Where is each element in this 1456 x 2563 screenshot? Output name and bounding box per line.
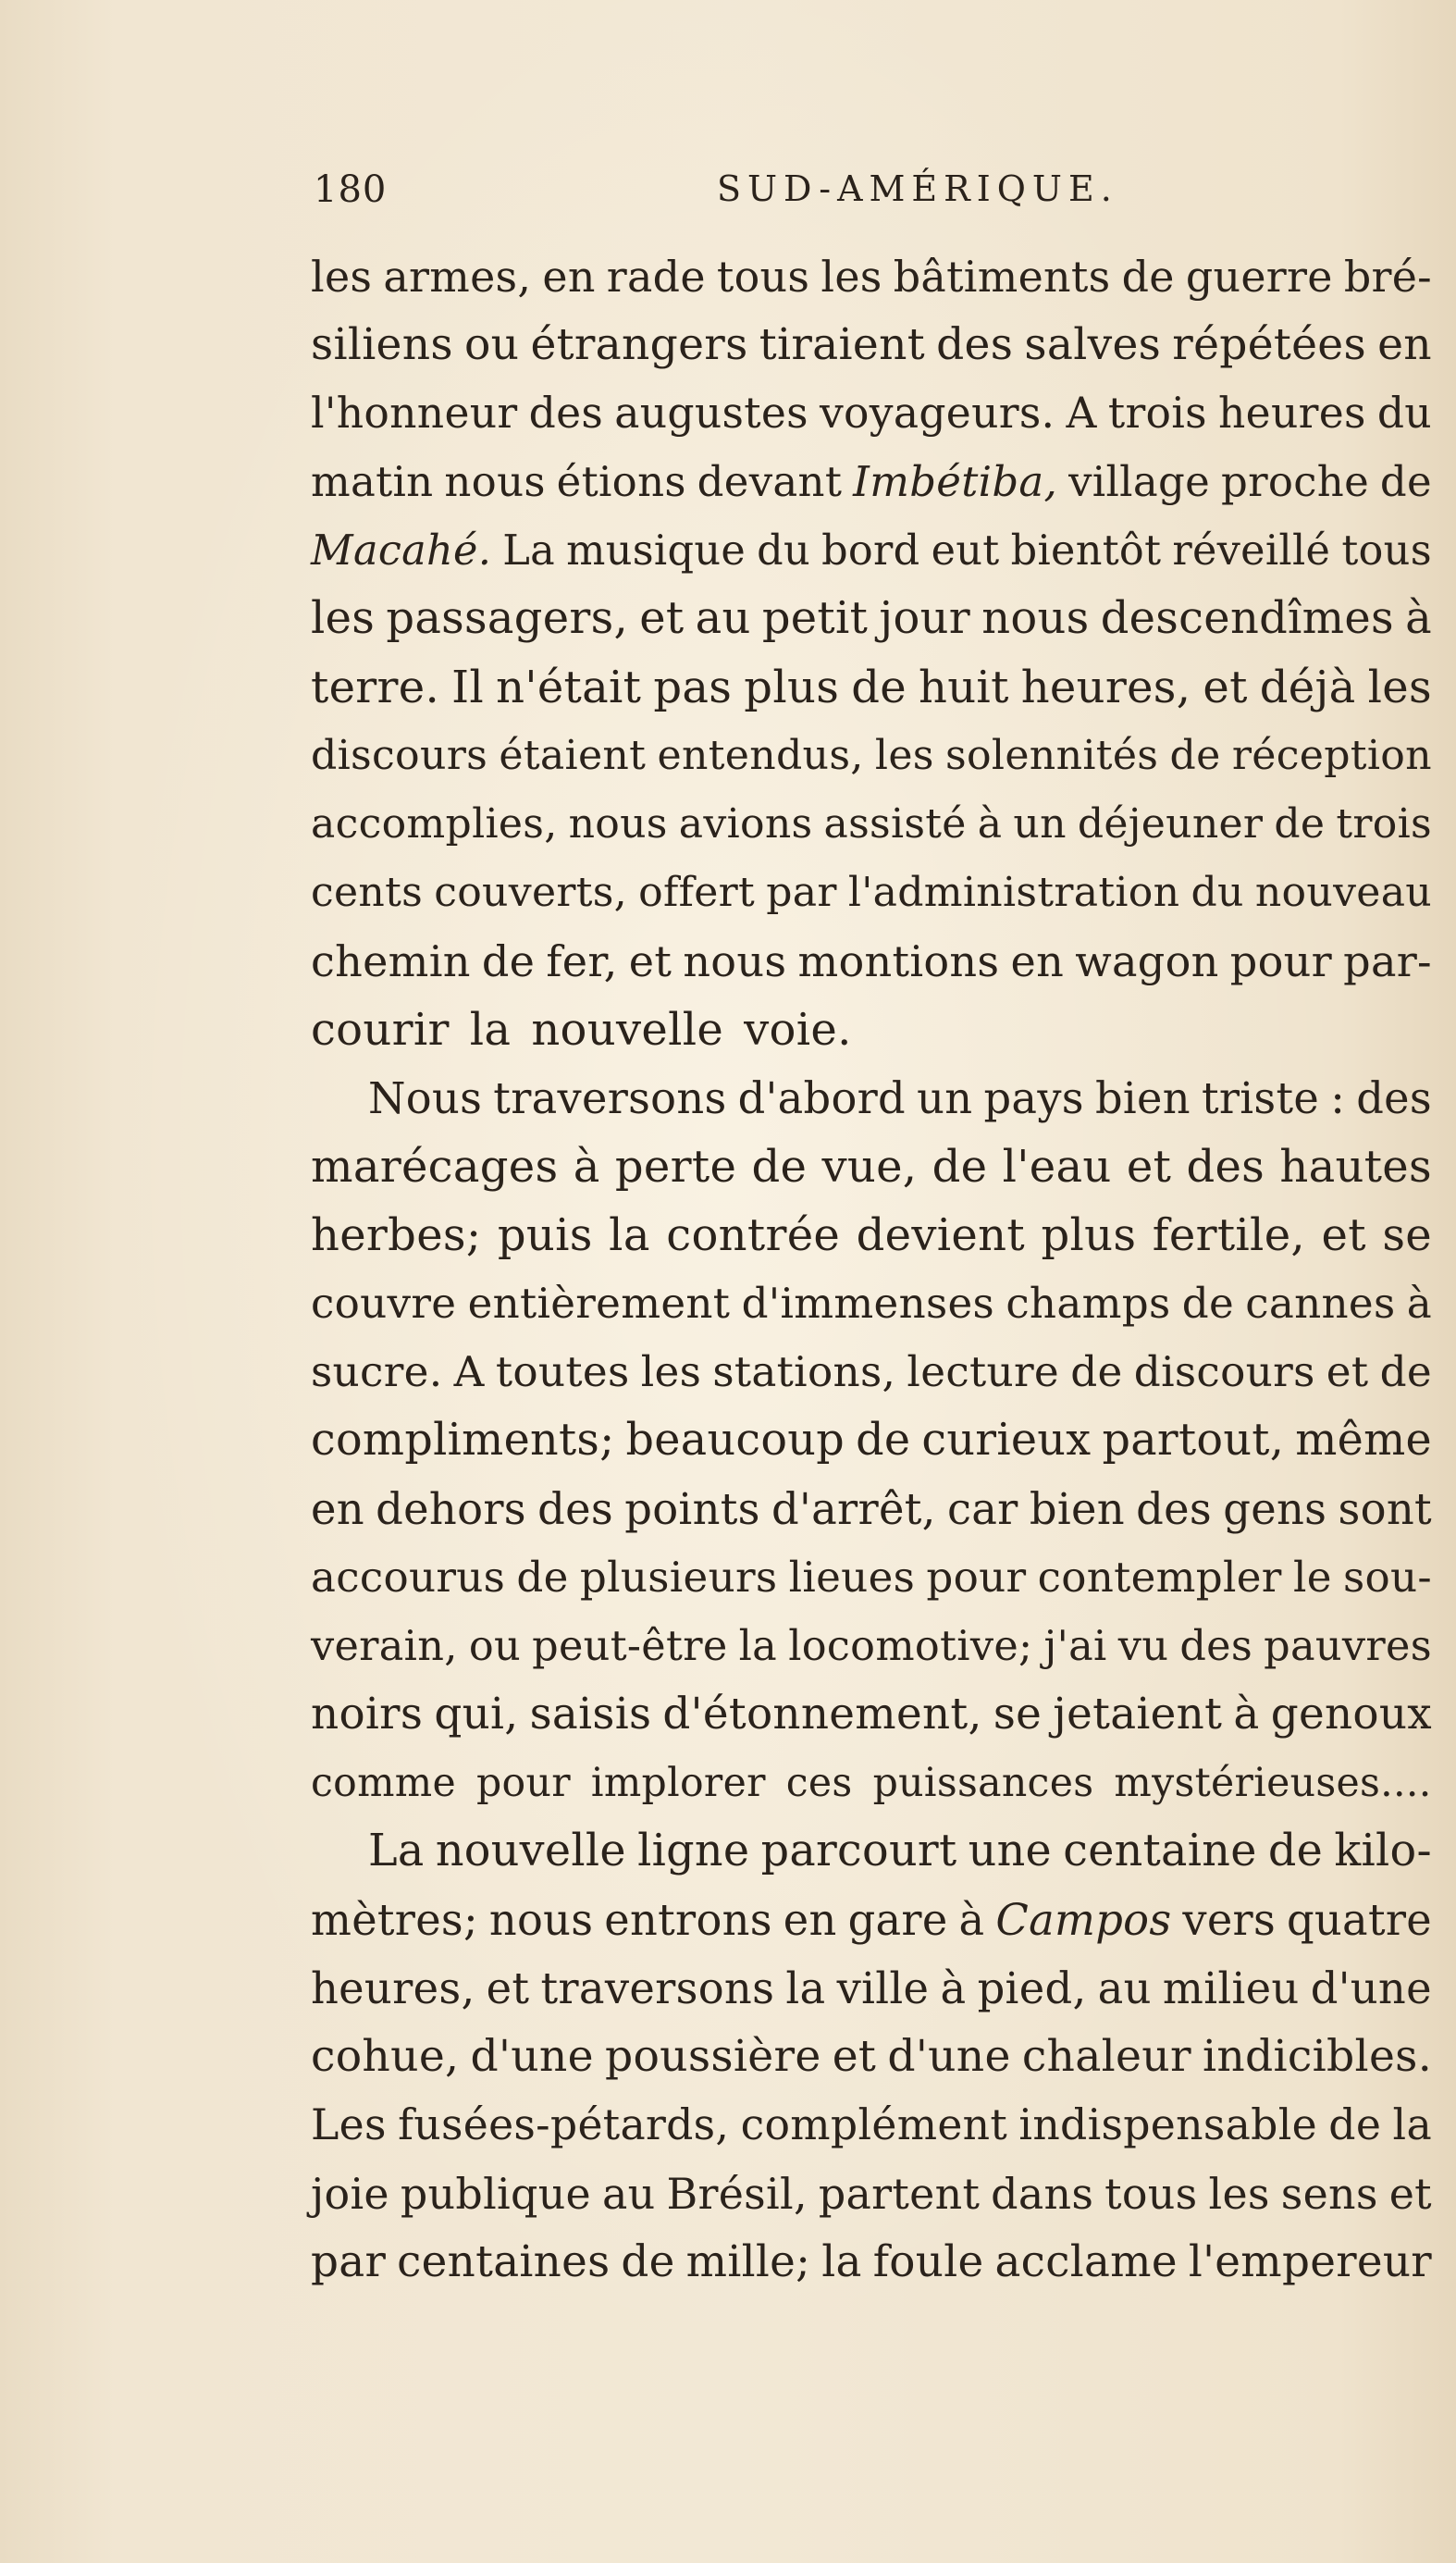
word: nous: [683, 936, 787, 986]
word: tiraient: [759, 319, 925, 370]
word: couverts,: [434, 869, 627, 916]
text-line: [311, 653, 1432, 722]
word: La: [502, 526, 556, 575]
word: tous: [1104, 2169, 1198, 2219]
word: herbes;: [311, 1209, 482, 1261]
word: discours: [311, 732, 488, 779]
word: du: [1191, 869, 1244, 916]
word: plus: [744, 662, 840, 713]
word: de: [1328, 2100, 1382, 2149]
word: La: [368, 1826, 425, 1876]
word: tous: [716, 252, 810, 302]
word: beaucoup: [625, 1415, 845, 1466]
word: comme: [311, 1760, 456, 1806]
word: des: [1179, 1622, 1253, 1670]
word: gare: [847, 1895, 948, 1945]
word: Nous: [368, 1073, 483, 1123]
word: d'une: [887, 2031, 1011, 2082]
word: publique: [400, 2169, 592, 2219]
word: stations,: [712, 1347, 896, 1396]
word: Il: [451, 662, 485, 713]
word: de: [1169, 732, 1221, 779]
word: sou-: [1342, 1553, 1432, 1602]
word: cohue,: [311, 2031, 460, 2082]
word: en: [783, 1895, 837, 1945]
word: entièrement: [467, 1279, 731, 1328]
word: nous: [444, 457, 546, 506]
word: chemin: [311, 936, 471, 986]
word: pays: [983, 1073, 1084, 1123]
word: les: [640, 1347, 702, 1396]
word: poussière: [604, 2031, 821, 2082]
page-number: 180: [314, 168, 388, 211]
word: heures,: [1020, 662, 1191, 713]
text-line: [311, 1749, 1432, 1817]
word: de: [1181, 1279, 1234, 1328]
word: eut: [931, 526, 1000, 575]
word: les: [821, 252, 882, 302]
word: avions: [678, 800, 813, 848]
word: implorer: [590, 1760, 766, 1806]
text-line: [311, 1338, 1432, 1406]
body-text: [311, 242, 1432, 2297]
word: au: [695, 593, 751, 644]
word: la: [785, 1963, 826, 2013]
word: triste: [1201, 1073, 1320, 1123]
word: huit: [918, 662, 1009, 713]
word: terre.: [311, 662, 440, 713]
word: et: [1388, 2169, 1432, 2219]
word: voie.: [744, 1004, 852, 1056]
word: à: [940, 1963, 967, 2013]
word: la: [821, 2237, 862, 2287]
word: de: [1274, 800, 1326, 848]
page-header: [314, 168, 1433, 224]
word: armes,: [383, 252, 532, 302]
text-line: [311, 585, 1432, 653]
word: trois: [1336, 800, 1432, 848]
word: de: [751, 1141, 808, 1193]
word: curieux: [921, 1415, 1092, 1466]
word: compliments;: [311, 1415, 615, 1466]
word: réveillé: [1172, 526, 1331, 575]
word: un: [917, 1073, 973, 1123]
text-line: [311, 1269, 1432, 1338]
word: l'administration: [847, 869, 1180, 916]
word: kilo-: [1334, 1826, 1432, 1876]
word: à: [977, 800, 1003, 848]
word: dans: [991, 2169, 1094, 2219]
word: devant: [697, 457, 843, 506]
word: de: [851, 662, 907, 713]
word: ou: [468, 1622, 522, 1670]
word: du: [757, 526, 810, 575]
word: d'immenses: [741, 1279, 995, 1328]
word: de: [621, 2237, 675, 2287]
word: heures: [1218, 389, 1366, 438]
word: des: [1356, 1073, 1432, 1123]
word: fer,: [546, 936, 618, 986]
word: se: [993, 1690, 1043, 1740]
text-line: [311, 1886, 1432, 1954]
word: bâtiments: [893, 252, 1111, 302]
word: Imbétiba,: [853, 457, 1058, 506]
word: d'étonnement,: [662, 1690, 982, 1740]
text-line: [311, 1543, 1432, 1612]
word: n'était: [496, 662, 642, 713]
word: nous: [981, 593, 1090, 644]
text-line: [311, 2228, 1432, 2297]
word: pour: [926, 1553, 1027, 1602]
word: un: [1013, 800, 1067, 848]
word: une: [968, 1826, 1053, 1876]
word: siliens: [311, 319, 453, 370]
word: complément: [740, 2100, 1008, 2149]
word: Les: [311, 2100, 387, 2149]
word: centaine: [1063, 1826, 1257, 1876]
word: de: [516, 1553, 569, 1602]
word: descendîmes: [1100, 593, 1394, 644]
word: les: [874, 732, 934, 779]
word: car: [946, 1484, 1018, 1534]
word: déjeuner: [1077, 800, 1264, 848]
word: dehors: [376, 1484, 526, 1534]
word: augustes: [614, 389, 808, 438]
word: de: [932, 1141, 988, 1193]
word: déjà: [1259, 662, 1356, 713]
word: solennités: [945, 732, 1159, 779]
word: montions: [797, 936, 1000, 986]
word: contempler: [1037, 1553, 1282, 1602]
word: pauvres: [1264, 1622, 1432, 1670]
text-line: [311, 242, 1432, 311]
word: et: [1203, 662, 1248, 713]
word: du: [1376, 389, 1432, 438]
word: étrangers: [530, 319, 748, 370]
word: nous: [568, 800, 668, 848]
word: devient: [856, 1209, 1025, 1261]
word: en: [1377, 319, 1432, 370]
word: nous: [488, 1895, 594, 1945]
word: même: [1295, 1415, 1432, 1466]
word: pour: [1229, 936, 1332, 986]
text-line: [311, 1954, 1432, 2023]
word: la: [1392, 2100, 1432, 2149]
word: hautes: [1279, 1141, 1432, 1193]
word: gens: [1223, 1484, 1327, 1534]
word: à: [1405, 593, 1432, 644]
word: proche: [1220, 457, 1369, 506]
text-line: [311, 311, 1432, 379]
word: en: [542, 252, 596, 302]
word: discours: [1133, 1347, 1315, 1396]
word: tous: [1341, 526, 1432, 575]
word: et: [486, 1963, 530, 2013]
word: jetaient: [1053, 1690, 1223, 1740]
word: de: [481, 936, 536, 986]
word: :: [1330, 1073, 1346, 1123]
word: des: [537, 1484, 613, 1534]
word: l'eau: [1002, 1141, 1112, 1193]
word: et: [1321, 1209, 1366, 1261]
word: d'arrêt,: [771, 1484, 936, 1534]
word: indispensable: [1018, 2100, 1317, 2149]
word: répétées: [1172, 319, 1366, 370]
word: sens: [1280, 2169, 1378, 2219]
word: nouvelle: [531, 1004, 724, 1056]
word: bientôt: [1010, 526, 1162, 575]
word: partent: [818, 2169, 981, 2219]
word: petit: [761, 593, 869, 644]
word: partout,: [1102, 1415, 1285, 1466]
word: à: [958, 1895, 985, 1945]
word: offert: [638, 869, 756, 916]
word: à: [1406, 1279, 1432, 1328]
word: des: [528, 389, 604, 438]
text-line: [311, 1201, 1432, 1269]
word: voyageurs.: [819, 389, 1055, 438]
word: vue,: [821, 1141, 918, 1193]
word: j'ai: [1043, 1622, 1107, 1670]
text-line: [311, 1064, 1432, 1133]
word: acclame: [994, 2237, 1178, 2287]
word: réception: [1231, 732, 1432, 779]
word: se: [1382, 1209, 1432, 1261]
word: indicibles.: [1202, 2031, 1432, 2082]
word: assisté: [823, 800, 967, 848]
word: vu: [1117, 1622, 1169, 1670]
word: de: [856, 1415, 911, 1466]
word: la: [469, 1004, 512, 1056]
word: à: [573, 1141, 600, 1193]
word: le: [1292, 1553, 1332, 1602]
word: Brésil,: [666, 2169, 808, 2219]
word: centaines: [397, 2237, 611, 2287]
text-line: [311, 379, 1432, 448]
word: lieues: [788, 1553, 916, 1602]
word: accourus: [311, 1553, 506, 1602]
word: A: [453, 1347, 485, 1396]
word: traversons: [540, 1963, 775, 2013]
word: bien: [1094, 1073, 1191, 1123]
word: des: [1136, 1484, 1213, 1534]
word: couvre: [311, 1279, 457, 1328]
text-line: [311, 859, 1432, 927]
text-line: [311, 2091, 1432, 2160]
word: par-: [1343, 936, 1432, 986]
word: mille;: [685, 2237, 811, 2287]
word: les: [311, 252, 373, 302]
word: heures,: [311, 1963, 475, 2013]
word: Macahé.: [311, 526, 492, 575]
word: plus: [1041, 1209, 1137, 1261]
word: et: [1126, 1141, 1172, 1193]
word: étions: [556, 457, 686, 506]
text-line: [311, 1612, 1432, 1680]
word: ville: [836, 1963, 930, 2013]
word: noirs: [311, 1690, 424, 1740]
word: sucre.: [311, 1347, 443, 1396]
word: fusées-pétards,: [398, 2100, 730, 2149]
word: toutes: [495, 1347, 630, 1396]
word: puis: [497, 1209, 593, 1261]
text-line: [311, 516, 1432, 585]
word: village: [1068, 457, 1211, 506]
text-line: [311, 2023, 1432, 2091]
word: joie: [311, 2169, 389, 2219]
word: plusieurs: [579, 1553, 778, 1602]
word: lecture: [907, 1347, 1060, 1396]
word: d'une: [1310, 1963, 1432, 2013]
word: quatre: [1286, 1895, 1432, 1945]
word: par: [311, 2237, 387, 2287]
word: pied,: [977, 1963, 1087, 2013]
text-line: [311, 927, 1432, 996]
word: foule: [872, 2237, 984, 2287]
word: saisis: [529, 1690, 652, 1740]
word: musique: [566, 526, 747, 575]
word: les: [1367, 662, 1432, 713]
word: entrons: [604, 1895, 772, 1945]
word: guerre: [1185, 252, 1333, 302]
word: au: [1097, 1963, 1152, 2013]
word: en: [311, 1484, 364, 1534]
word: de: [1070, 1347, 1123, 1396]
word: la: [609, 1209, 650, 1261]
running-title: SUD-AMÉRIQUE.: [717, 168, 1118, 209]
word: d'abord: [737, 1073, 906, 1123]
word: accomplies,: [311, 800, 558, 848]
word: à: [1233, 1690, 1260, 1740]
word: des: [1186, 1141, 1265, 1193]
text-line: [311, 1406, 1432, 1475]
text-line: [311, 1680, 1432, 1749]
text-line: [311, 1817, 1432, 1886]
text-line: [311, 790, 1432, 859]
text-line: [311, 448, 1432, 516]
word: A: [1066, 389, 1097, 438]
word: et: [832, 2031, 877, 2082]
word: chaleur: [1021, 2031, 1191, 2082]
word: l'empereur: [1188, 2237, 1432, 2287]
word: locomotive;: [788, 1622, 1033, 1670]
word: Campos: [995, 1895, 1172, 1945]
word: bord: [821, 526, 920, 575]
word: perte: [614, 1141, 737, 1193]
word: champs: [1006, 1279, 1171, 1328]
word: entendus,: [657, 732, 864, 779]
word: nouvelle: [435, 1826, 626, 1876]
word: au: [601, 2169, 656, 2219]
word: mètres;: [311, 1895, 478, 1945]
word: ligne: [637, 1826, 750, 1876]
text-line: [311, 2160, 1432, 2228]
word: puissances: [872, 1760, 1094, 1806]
word: qui,: [434, 1690, 519, 1740]
word: genoux: [1270, 1690, 1432, 1740]
word: jour: [879, 593, 970, 644]
word: points: [624, 1484, 760, 1534]
word: parcourt: [760, 1826, 957, 1876]
word: mystérieuses....: [1114, 1760, 1432, 1806]
word: milieu: [1162, 1963, 1300, 2013]
word: et: [628, 936, 672, 986]
word: fertile,: [1152, 1209, 1305, 1261]
word: de: [1379, 1347, 1432, 1396]
word: cents: [311, 869, 424, 916]
word: les: [311, 593, 376, 644]
word: verain,: [311, 1622, 458, 1670]
word: ces: [785, 1760, 853, 1806]
word: par: [766, 869, 837, 916]
text-line: [311, 1133, 1432, 1201]
text-line: [311, 722, 1432, 790]
word: de: [1121, 252, 1175, 302]
word: marécages: [311, 1141, 559, 1193]
word: étaient: [499, 732, 647, 779]
word: la: [738, 1622, 778, 1670]
word: contrée: [666, 1209, 841, 1261]
text-line: [311, 1475, 1432, 1543]
word: de: [1267, 1826, 1324, 1876]
word: pour: [475, 1760, 571, 1806]
word: ou: [464, 319, 520, 370]
word: et: [1326, 1347, 1369, 1396]
word: salves: [1024, 319, 1162, 370]
word: les: [1208, 2169, 1270, 2219]
word: bré-: [1343, 252, 1432, 302]
word: traversons: [493, 1073, 727, 1123]
word: des: [936, 319, 1014, 370]
word: courir: [311, 1004, 450, 1056]
word: bien: [1029, 1484, 1125, 1534]
word: cannes: [1245, 1279, 1396, 1328]
text-line: [311, 996, 1432, 1064]
word: rade: [606, 252, 706, 302]
word: nouveau: [1254, 869, 1432, 916]
word: l'honneur: [311, 389, 518, 438]
word: passagers,: [386, 593, 628, 644]
word: trois: [1107, 389, 1207, 438]
word: en: [1010, 936, 1065, 986]
word: sont: [1338, 1484, 1432, 1534]
word: de: [1379, 457, 1432, 506]
word: wagon: [1075, 936, 1219, 986]
word: matin: [311, 457, 434, 506]
word: peut-être: [532, 1622, 728, 1670]
word: vers: [1182, 1895, 1277, 1945]
word: pas: [653, 662, 733, 713]
word: et: [639, 593, 685, 644]
word: d'une: [470, 2031, 594, 2082]
